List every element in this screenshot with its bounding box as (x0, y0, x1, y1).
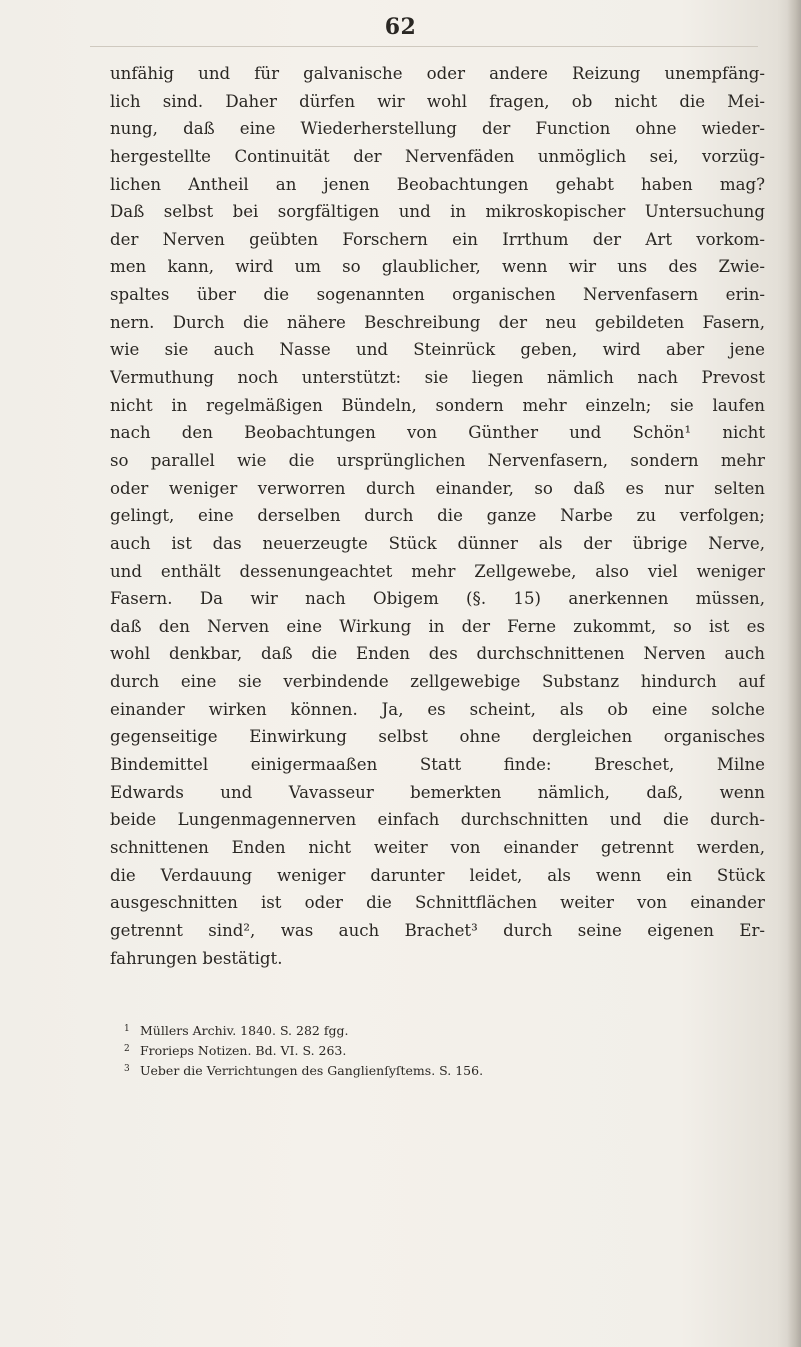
text-line: Fasern. Da wir nach Obigem (§. 15) anerkennen müssen, (110, 589, 765, 609)
text-line: lichen Antheil an jenen Beobachtungen gehabt haben mag? (110, 174, 765, 194)
text-line: so parallel wie die ursprünglichen Nervenfasern, sondern mehr (110, 450, 765, 470)
text-line: auch ist das neuerzeugte Stück dünner als der übrige Nerve, (110, 533, 765, 553)
footnote (124, 1059, 764, 1079)
text-line: nach den Beobachtungen von Günther und Schön¹ nicht (110, 423, 765, 443)
footnote-text: Müllers Archiv. 1840. S. 282 fgg. (140, 1023, 349, 1038)
text-line: getrennt sind², was auch Brachet³ durch seine eigenen Er- (110, 920, 765, 940)
header-rule (90, 46, 758, 47)
text-line: wie sie auch Nasse und Steinrück geben, wird aber jene (110, 340, 765, 360)
text-line: Daß selbst bei sorgfältigen und in mikroskopischer Untersuchung (110, 202, 765, 222)
footnote-text: Ueber die Verrichtungen des Ganglienſyſtems. S. 156. (140, 1063, 484, 1078)
text-line: die Verdauung weniger darunter leidet, als wenn ein Stück (110, 865, 765, 885)
text-line: schnittenen Enden nicht weiter von einander getrennt werden, (110, 837, 765, 857)
footnotes (124, 1019, 764, 1079)
text-line: lich sind. Daher dürfen wir wohl fragen, ob nicht die Mei- (110, 91, 765, 111)
text-line: durch eine sie verbindende zellgewebige Substanz hindurch auf (110, 672, 765, 692)
text-line: unfähig und für galvanische oder andere Reizung unempfäng- (110, 64, 765, 83)
text-line: der Nerven geübten Forschern ein Irrthum der Art vorkom- (110, 229, 765, 249)
text-line: spaltes über die sogenannten organischen Nervenfasern erin- (110, 285, 765, 305)
footnote-text: Frorieps Notizen. Bd. VI. S. 263. (140, 1043, 347, 1058)
body-paragraph (110, 60, 765, 972)
text-line: fahrungen bestätigt. (110, 948, 283, 968)
text-line: gegenseitige Einwirkung selbst ohne dergleichen organisches (110, 727, 765, 747)
text-line: ausgeschnitten ist oder die Schnittflächen weiter von einander (110, 893, 765, 913)
text-line: hergestellte Continuität der Nervenfäden unmöglich sei, vorzüg- (110, 146, 765, 166)
text-line: und enthält dessenungeachtet mehr Zellgewebe, also viel weniger (110, 561, 765, 581)
text-line: nicht in regelmäßigen Bündeln, sondern mehr einzeln; sie laufen (110, 395, 765, 415)
text-line: nung, daß eine Wiederherstellung der Function ohne wieder- (110, 119, 765, 139)
page-number: 62 (384, 14, 417, 40)
footnote-mark: 2 (124, 1044, 130, 1054)
text-line: wohl denkbar, daß die Enden des durchschnittenen Nerven auch (110, 644, 765, 664)
text-line: beide Lungenmagennerven einfach durchschnitten und die durch- (110, 810, 765, 830)
text-line: oder weniger verworren durch einander, so daß es nur selten (110, 478, 765, 498)
text-line: nern. Durch die nähere Beschreibung der neu gebildeten Fasern, (110, 312, 765, 332)
footnote (124, 1039, 764, 1059)
text-line: daß den Nerven eine Wirkung in der Ferne zukommt, so ist es (110, 616, 765, 636)
footnote (124, 1019, 764, 1039)
page-edge-shadow (787, 0, 801, 1347)
text-line: Bindemittel einigermaaßen Statt finde: Breschet, Milne (110, 755, 765, 775)
text-line: Edwards und Vavasseur bemerkten nämlich, daß, wenn (110, 782, 765, 802)
footnote-mark: 3 (124, 1064, 130, 1074)
footnote-mark: 1 (124, 1024, 130, 1034)
text-line: einander wirken können. Ja, es scheint, als ob eine solche (110, 699, 765, 719)
text-line: men kann, wird um so glaublicher, wenn wir uns des Zwie- (110, 257, 765, 277)
text-line: Vermuthung noch unterstützt: sie liegen nämlich nach Prevost (110, 368, 765, 388)
text-line: gelingt, eine derselben durch die ganze Narbe zu verfolgen; (110, 506, 765, 526)
